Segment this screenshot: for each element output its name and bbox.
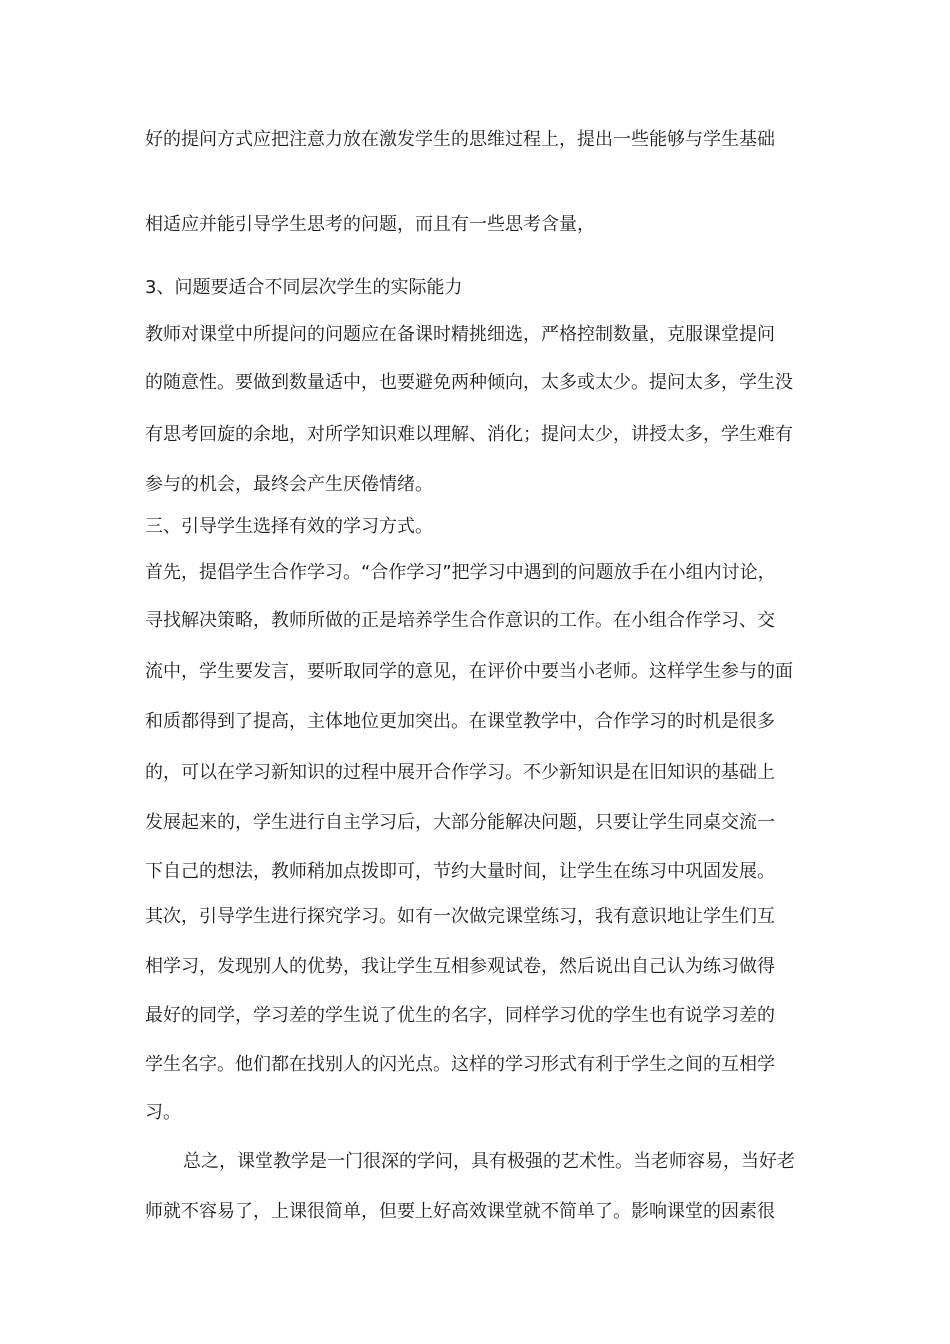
text-line: 寻找解决策略，教师所做的正是培养学生合作意识的工作。在小组合作学习、交 xyxy=(145,610,775,631)
text-line: 的随意性。要做到数量适中，也要避免两种倾向，太多或太少。提问太多，学生没 xyxy=(145,372,793,393)
text-line: 参与的机会，最终会产生厌倦情绪。 xyxy=(145,474,433,495)
text-line: 总之，课堂教学是一门很深的学问，具有极强的艺术性。当老师容易，当好老 xyxy=(183,1151,795,1172)
text-line: 相学习，发现别人的优势，我让学生互相参观试卷，然后说出自己认为练习做得 xyxy=(145,956,775,977)
text-line: 学生名字。他们都在找别人的闪光点。这样的学习形式有利于学生之间的互相学 xyxy=(145,1054,775,1075)
text-line: 习。 xyxy=(145,1102,181,1123)
text-line: 师就不容易了，上课很简单，但要上好高效课堂就不简单了。影响课堂的因素很 xyxy=(145,1201,775,1222)
text-line: 发展起来的，学生进行自主学习后，大部分能解决问题，只要让学生同桌交流一 xyxy=(145,812,775,833)
text-line: 流中，学生要发言，要听取同学的意见，在评价中要当小老师。这样学生参与的面 xyxy=(145,661,793,682)
text-line: 有思考回旋的余地，对所学知识难以理解、消化；提问太少，讲授太多，学生难有 xyxy=(145,424,793,445)
section-heading: 3、问题要适合不同层次学生的实际能力 xyxy=(145,277,463,298)
text-line: 教师对课堂中所提问的问题应在备课时精挑细选，严格控制数量，克服课堂提问 xyxy=(145,324,775,345)
text-line: 和质都得到了提高，主体地位更加突出。在课堂教学中，合作学习的时机是很多 xyxy=(145,711,775,732)
text-line: 首先，提倡学生合作学习。“合作学习”把学习中遇到的问题放手在小组内讨论， xyxy=(145,562,776,583)
text-line: 最好的同学，学习差的学生说了优生的名字，同样学习优的学生也有说学习差的 xyxy=(145,1005,775,1026)
text-line: 好的提问方式应把注意力放在激发学生的思维过程上，提出一些能够与学生基础 xyxy=(145,129,775,150)
section-heading: 三、引导学生选择有效的学习方式。 xyxy=(145,516,433,537)
text-line: 下自己的想法，教师稍加点拨即可，节约大量时间，让学生在练习中巩固发展。 xyxy=(145,861,775,882)
text-line: 相适应并能引导学生思考的问题，而且有一些思考含量， xyxy=(145,214,595,235)
text-line: 其次，引导学生进行探究学习。如有一次做完课堂练习，我有意识地让学生们互 xyxy=(145,906,775,927)
text-line: 的，可以在学习新知识的过程中展开合作学习。不少新知识是在旧知识的基础上 xyxy=(145,762,775,783)
